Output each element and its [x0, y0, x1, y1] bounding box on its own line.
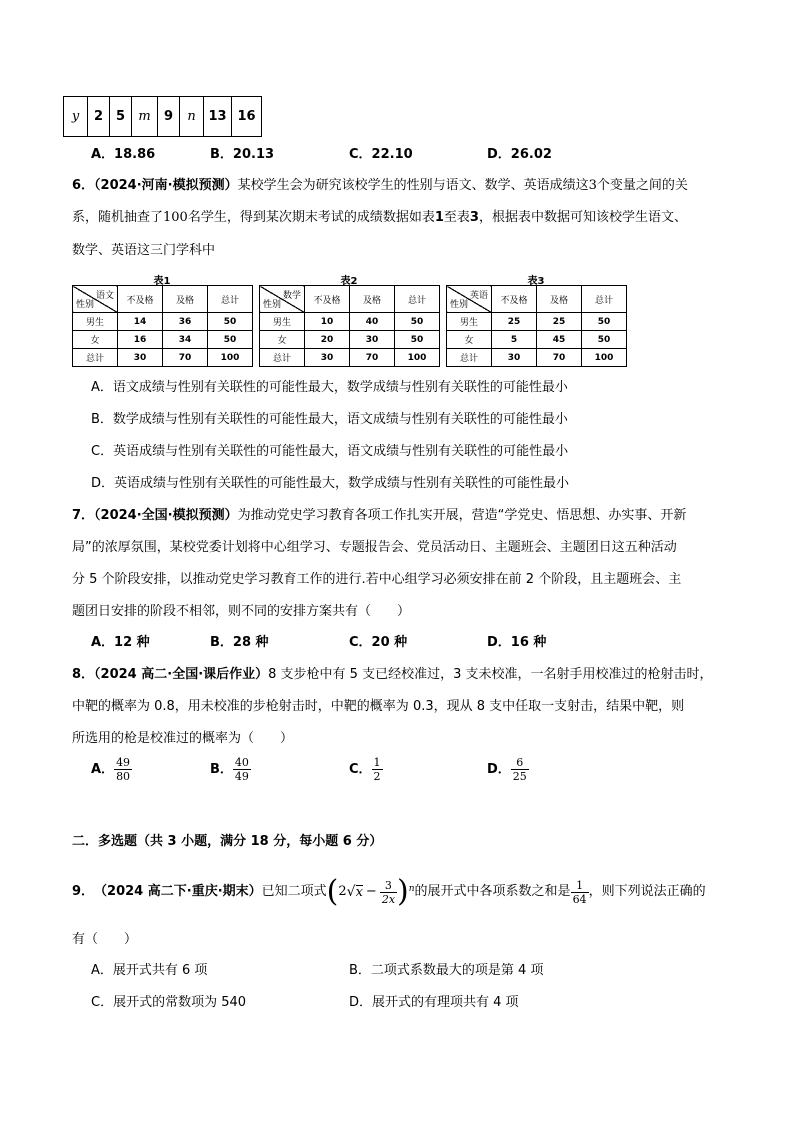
table2-cell: 50 — [395, 313, 440, 331]
table3-cell: 70 — [537, 349, 582, 367]
table2-cell: 女 — [260, 331, 305, 349]
table1-header: 及格 — [163, 286, 208, 313]
binomial-expression: ( 2 √ x − $\frac{3}{2x}$ ) n — [326, 874, 415, 909]
y-table-cell: 16 — [232, 97, 262, 137]
q7-line-4: 题团日安排的阶段不相邻，则不同的安排方案共有（ ） — [72, 604, 411, 619]
table2-cell: 男生 — [260, 313, 305, 331]
q9-option-b: B．二项式系数最大的项是第 4 项 — [349, 963, 544, 978]
q7-option-a: A．12 种 — [91, 635, 150, 650]
table-row — [447, 349, 627, 367]
y-table-cell: 2 — [88, 97, 110, 137]
fraction: $\frac{6}{25}$ — [512, 756, 527, 783]
q5-option-a: A．18.86 — [91, 147, 156, 162]
q9-line-2: 有（ ） — [72, 932, 138, 947]
table-row — [260, 349, 440, 367]
table3-header: 总计 — [582, 286, 627, 313]
q6-number: 6． — [72, 178, 95, 193]
q7-option-b: B．28 种 — [210, 635, 269, 650]
q9-option-c: C．展开式的常数项为 540 — [91, 995, 247, 1010]
table1-cell: 100 — [208, 349, 253, 367]
q8-line-3: 所选用的枪是校准过的概率为（ ） — [72, 731, 294, 746]
table3-cell: 25 — [492, 313, 537, 331]
table3-cell: 总计 — [447, 349, 492, 367]
q9-option-a: A．展开式共有 6 项 — [91, 963, 208, 978]
q6-text: 某校学生会为研究该校学生的性别与语文、数学、英语成绩这 — [237, 178, 589, 193]
q7-line-3: 分 5 个阶段安排，以推动党史学习教育工作的进行.若中心组学习必须安排在前 2 个阶段，且主题班会、主 — [72, 572, 682, 587]
table3-cell: 30 — [492, 349, 537, 367]
q8-text: 8 支步枪中有 5 支已经校准过，3 支未校准，一名射手用校准过的枪射击时， — [268, 667, 713, 682]
q8-option-c: C． $\frac{1}{2}$ — [349, 756, 381, 783]
table2-cell: 10 — [305, 313, 350, 331]
q8-option-a: A． $\frac{49}{80}$ — [91, 756, 131, 783]
fraction: $\frac{1}{2}$ — [373, 756, 381, 783]
q6-line-3: 数学、英语这三门学科中 — [72, 243, 216, 258]
table3 — [446, 285, 627, 367]
q6-text: 名学生，得到某次期末考试的成绩数据如表 — [187, 210, 435, 225]
table1-cell: 14 — [118, 313, 163, 331]
table1-cell: 女 — [73, 331, 118, 349]
y-table-row — [64, 97, 262, 137]
q7-number: 7． — [72, 508, 95, 523]
fraction: $\frac{49}{80}$ — [116, 756, 131, 783]
table2-corner: 数学 性别 — [260, 286, 305, 313]
q6-table-ref: 1 — [434, 210, 444, 225]
q6-line-1 — [72, 176, 732, 196]
q6-text: ，根据表中数据可知该校学生语文、 — [478, 210, 687, 225]
q6-option-d: D．英语成绩与性别有关联性的可能性最大，数学成绩与性别有关联性的可能性最小 — [91, 476, 570, 491]
table1-header: 总计 — [208, 286, 253, 313]
table2-cell: 总计 — [260, 349, 305, 367]
table2-cell: 40 — [350, 313, 395, 331]
table3-corner: 英语 性别 — [447, 286, 492, 313]
table2-cell: 30 — [350, 331, 395, 349]
q6-table-ref: 3 — [469, 210, 479, 225]
q6-text: 系，随机抽查了 — [72, 210, 164, 225]
q7-line-2: 局”的浓厚氛围，某校党委计划将中心组学习、专题报告会、党员活动日、主题班会、主题团日这五种活动 — [72, 540, 677, 555]
y-value-table — [63, 96, 262, 137]
table1-header: 不及格 — [118, 286, 163, 313]
q7-line-1 — [72, 506, 732, 526]
q7-source: （2024·全国·模拟预测） — [94, 508, 238, 523]
q6-option-a: A．语文成绩与性别有关联性的可能性最大，数学成绩与性别有关联性的可能性最小 — [91, 380, 568, 395]
table1-cell: 男生 — [73, 313, 118, 331]
table3-cell: 男生 — [447, 313, 492, 331]
q5-option-c: C．22.10 — [349, 147, 413, 162]
table1-cell: 50 — [208, 331, 253, 349]
q6-source: （2024·河南·模拟预测） — [94, 178, 238, 193]
q6-text: 个变量之间的关 — [596, 178, 688, 193]
table2-cell: 30 — [305, 349, 350, 367]
fraction: $\frac{40}{49}$ — [234, 756, 249, 783]
section-title-multiple-choice: 二．多选题（共 3 小题，满分 18 分，每小题 6 分） — [72, 834, 383, 849]
y-table-cell: m — [132, 97, 158, 137]
table3-caption: 表3 — [527, 276, 545, 287]
q8-option-b: B． $\frac{40}{49}$ — [210, 756, 249, 783]
q9-line-1 — [72, 872, 732, 912]
q7-option-c: C．20 种 — [349, 635, 408, 650]
q9-option-d: D．展开式的有理项共有 4 项 — [349, 995, 519, 1010]
table2-cell: 20 — [305, 331, 350, 349]
table1-cell: 总计 — [73, 349, 118, 367]
table2-cell: 100 — [395, 349, 440, 367]
table-row — [447, 313, 627, 331]
q7-option-d: D．16 种 — [487, 635, 547, 650]
table2-header: 不及格 — [305, 286, 350, 313]
table1-cell: 16 — [118, 331, 163, 349]
q6-option-b: B．数学成绩与性别有关联性的可能性最大，语文成绩与性别有关联性的可能性最小 — [91, 412, 568, 427]
table-row — [73, 313, 253, 331]
y-table-cell: n — [180, 97, 204, 137]
q6-line-2 — [72, 208, 732, 228]
table1-caption: 表1 — [153, 276, 171, 287]
q8-option-d: D． $\frac{6}{25}$ — [487, 756, 527, 783]
q6-text: 至表 — [443, 210, 470, 225]
table3-cell: 45 — [537, 331, 582, 349]
table3-header: 不及格 — [492, 286, 537, 313]
y-table-cell: 5 — [110, 97, 132, 137]
table2-cell: 70 — [350, 349, 395, 367]
table2 — [259, 285, 440, 367]
table2-header: 总计 — [395, 286, 440, 313]
table-row — [260, 313, 440, 331]
table3-header: 及格 — [537, 286, 582, 313]
q9-text: ，则下列说法正确的 — [588, 884, 706, 899]
table3-cell: 5 — [492, 331, 537, 349]
q6-number-100: 100 — [163, 210, 188, 225]
table3-cell: 女 — [447, 331, 492, 349]
table1-cell: 36 — [163, 313, 208, 331]
q8-line-2: 中靶的概率为 0.8，用未校准的步枪射击时，中靶的概率为 0.3，现从 8 支中任取一支射击，结果中靶，则 — [72, 699, 685, 714]
q9-text: 已知二项式 — [261, 884, 327, 899]
q9-text: 的展开式中各项系数之和是 — [414, 884, 571, 899]
table2-caption: 表2 — [340, 276, 358, 287]
q9-number: 9． — [72, 884, 95, 899]
q5-option-d: D．26.02 — [487, 147, 552, 162]
sqrt-symbol: √ — [346, 884, 356, 900]
table-row — [260, 331, 440, 349]
table3-cell: 50 — [582, 313, 627, 331]
table3-cell: 50 — [582, 331, 627, 349]
q5-option-b: B．20.13 — [210, 147, 275, 162]
q8-line-1 — [72, 665, 732, 685]
table2-cell: 50 — [395, 331, 440, 349]
y-table-cell: 13 — [204, 97, 232, 137]
q6-option-c: C．英语成绩与性别有关联性的可能性最大，语文成绩与性别有关联性的可能性最小 — [91, 444, 569, 459]
table1-cell: 30 — [118, 349, 163, 367]
table3-cell: 100 — [582, 349, 627, 367]
table1-corner: 语文 性别 — [73, 286, 118, 313]
table2-header: 及格 — [350, 286, 395, 313]
table1-cell: 34 — [163, 331, 208, 349]
fraction: $\frac{1}{64}$ — [572, 878, 587, 906]
y-table-cell: 9 — [158, 97, 180, 137]
table-row — [73, 331, 253, 349]
q8-number: 8． — [72, 667, 95, 682]
q6-number-3: 3 — [588, 178, 597, 193]
table1-cell: 50 — [208, 313, 253, 331]
q7-text: 为推动党史学习教育各项工作扎实开展，营造“学党史、悟思想、办实事、开新 — [237, 508, 687, 523]
table3-cell: 25 — [537, 313, 582, 331]
q9-source: （2024 高二下·重庆·期末） — [94, 884, 262, 899]
table1-cell: 70 — [163, 349, 208, 367]
table-row — [447, 331, 627, 349]
y-table-cell: y — [64, 97, 88, 137]
q8-source: （2024 高二·全国·课后作业） — [94, 667, 269, 682]
table1 — [72, 285, 253, 367]
table-row — [73, 349, 253, 367]
